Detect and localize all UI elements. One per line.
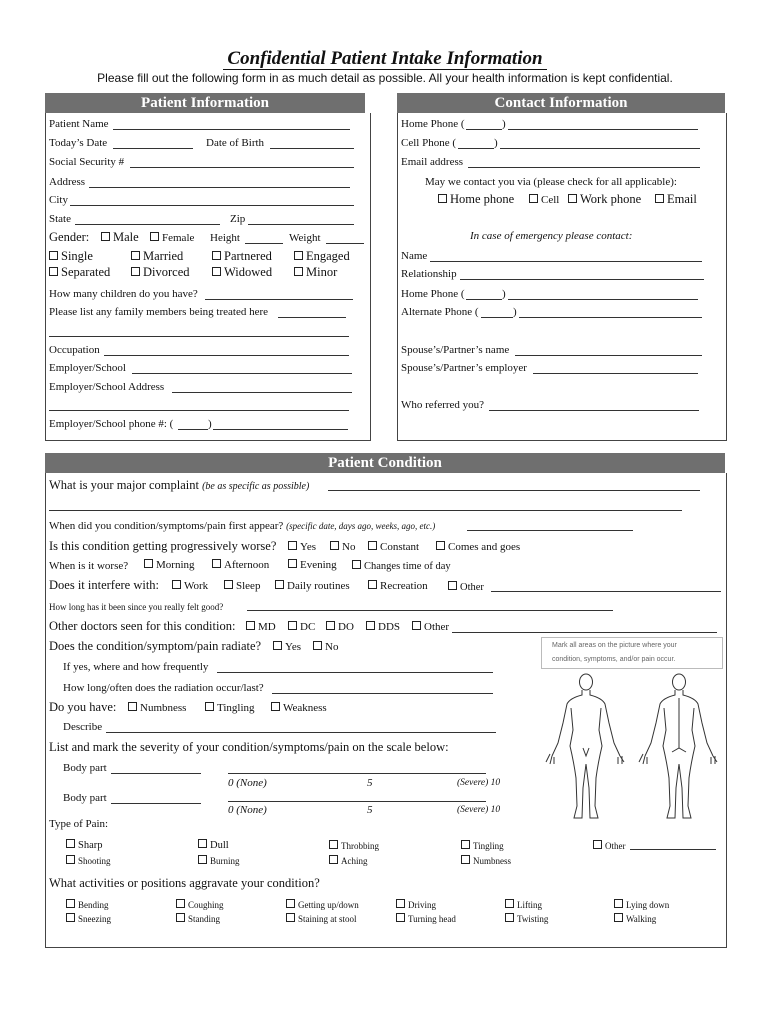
activity-lifting-option[interactable]: Lifting [505,899,542,912]
md-option[interactable]: MD [246,621,276,634]
email-label: Email address [401,156,464,168]
scale-2-none: 0 (None) [228,804,267,816]
cell-phone-field[interactable] [500,148,700,149]
scale-1-none: 0 (None) [228,777,267,789]
relationship-label: Relationship [401,268,457,280]
activity-staining-option[interactable]: Staining at stool [286,913,357,926]
employer-field[interactable] [132,373,352,374]
scale-2-severe: (Severe) 10 [457,805,501,815]
md-checkbox[interactable] [246,621,255,630]
separated-option[interactable]: Separated [49,265,110,280]
body-back-figure [639,674,717,818]
activity-staining-checkbox[interactable] [286,913,295,922]
activity-lifting-checkbox[interactable] [505,899,514,908]
separated-checkbox[interactable] [49,267,58,276]
engaged-checkbox[interactable] [294,251,303,260]
zip-label: Zip [230,213,246,225]
divorced-option[interactable]: Divorced [131,265,190,280]
employer-address-field[interactable] [172,392,352,393]
pain-dull-checkbox[interactable] [198,839,207,848]
form-title: Confidential Patient Intake Information [0,48,770,70]
major-complaint-field[interactable] [328,490,700,491]
contact-cell-checkbox[interactable] [529,194,538,203]
interfere-label: Does it interfere with: [49,578,160,592]
employer-address-label: Employer/School Address [49,381,165,393]
numbness-option[interactable]: Numbness [128,702,186,715]
progressive-no-option[interactable]: No [330,541,355,554]
employer-phone-label: Employer/School phone #: ( [49,418,174,430]
radiate-label: Does the condition/symptom/pain radiate? [49,639,262,653]
married-checkbox[interactable] [131,251,140,260]
tingling-checkbox[interactable] [205,702,214,711]
city-field[interactable] [70,205,354,206]
ssn-field[interactable] [130,167,354,168]
if-yes-label: If yes, where and how frequently [63,661,209,673]
evening-checkbox[interactable] [288,559,297,568]
widowed-checkbox[interactable] [212,267,221,276]
city-label: City [49,194,68,206]
pain-tingling-checkbox[interactable] [461,840,470,849]
sleep-option[interactable]: Sleep [224,580,260,593]
spouse-name-label: Spouse’s/Partner’s name [401,344,510,356]
alt-phone-close: ) [513,306,517,318]
pain-other-checkbox[interactable] [593,840,602,849]
activity-standing-checkbox[interactable] [176,913,185,922]
emergency-home-phone-area[interactable] [466,299,502,300]
activity-bending-option[interactable]: Bending [66,899,109,912]
patient-name-field[interactable] [113,129,350,130]
spouse-employer-field[interactable] [533,373,698,374]
pain-other-option[interactable]: Other [593,840,626,853]
home-phone-field[interactable] [508,129,698,130]
activity-standing-option[interactable]: Standing [176,913,220,926]
major-complaint-label: What is your major complaint (be as specific as possible) [49,478,310,492]
partnered-checkbox[interactable] [212,251,221,260]
comes-goes-option[interactable]: Comes and goes [436,541,520,554]
emergency-name-label: Name [401,250,428,262]
address-field[interactable] [89,187,350,188]
emergency-name-field[interactable] [430,261,702,262]
pain-shooting-checkbox[interactable] [66,855,75,864]
alt-phone-field[interactable] [519,317,702,318]
pain-aching-checkbox[interactable] [329,855,338,864]
occupation-label: Occupation [49,344,100,356]
partnered-option[interactable]: Partnered [212,249,272,264]
changes-time-option[interactable]: Changes time of day [352,560,451,573]
activity-turning-head-option[interactable]: Turning head [396,913,456,926]
pain-shooting-option[interactable]: Shooting [66,855,111,868]
when-appear-label: When did you condition/symptoms/pain first appear? (specific date, days ago, weeks, ago, etc.) [49,520,436,532]
activity-lying-down-option[interactable]: Lying down [614,899,669,912]
severity-scale-2[interactable] [228,801,486,802]
contact-email-checkbox[interactable] [655,194,664,203]
condition-header: Patient Condition [45,453,725,473]
doctor-other-field[interactable] [452,632,717,633]
pain-dull-option[interactable]: Dull [198,839,229,852]
todays-date-field[interactable] [113,148,193,149]
dob-label: Date of Birth [206,137,265,149]
body-part-1-field[interactable] [111,773,201,774]
weakness-checkbox[interactable] [271,702,280,711]
how-long-label: How long has it been since you really felt good? [49,602,224,612]
widowed-option[interactable]: Widowed [212,265,272,280]
body-part-2-field[interactable] [111,803,201,804]
progressive-yes-checkbox[interactable] [288,541,297,550]
pain-numbness-checkbox[interactable] [461,855,470,864]
engaged-option[interactable]: Engaged [294,249,350,264]
pain-numbness-option[interactable]: Numbness [461,855,511,868]
constant-option[interactable]: Constant [368,541,419,554]
scale-1-mid: 5 [367,777,373,789]
aggravate-label: What activities or positions aggravate your condition? [49,876,320,890]
todays-date-label: Today’s Date [49,137,108,149]
contact-work-checkbox[interactable] [568,194,577,203]
single-option[interactable]: Single [49,249,93,264]
female-option[interactable]: Female [150,232,194,245]
contact-cell-option[interactable]: Cell [529,194,559,207]
severity-scale-1[interactable] [228,773,486,774]
radiate-yes-option[interactable]: Yes [273,641,301,654]
children-label: How many children do you have? [49,288,198,300]
body-front-figure [546,674,624,818]
pain-burning-checkbox[interactable] [198,855,207,864]
children-field[interactable] [205,299,353,300]
relationship-field[interactable] [460,279,704,280]
describe-field[interactable] [106,732,496,733]
recreation-option[interactable]: Recreation [368,580,428,593]
gender-label: Gender: [49,230,90,244]
do-option[interactable]: DO [326,621,354,634]
pain-sharp-option[interactable]: Sharp [66,839,103,852]
body-part-1-label: Body part [63,762,107,774]
progressive-label: Is this condition getting progressively worse? [49,539,277,553]
changes-time-checkbox[interactable] [352,560,361,569]
height-field[interactable] [245,243,283,244]
when-appear-field[interactable] [467,530,633,531]
address-label: Address [49,176,86,188]
recreation-checkbox[interactable] [368,580,377,589]
radiate-yes-checkbox[interactable] [273,641,282,650]
female-checkbox[interactable] [150,232,159,241]
if-yes-field[interactable] [217,672,493,673]
emergency-home-phone-label: Home Phone ( [401,288,465,300]
cell-phone-close: ) [494,137,498,149]
ssn-label: Social Security # [49,156,125,168]
do-checkbox[interactable] [326,621,335,630]
alt-phone-label: Alternate Phone ( [401,306,479,318]
activity-sneezing-checkbox[interactable] [66,913,75,922]
morning-checkbox[interactable] [144,559,153,568]
describe-label: Describe [63,721,103,733]
major-complaint-field-line2[interactable] [49,510,682,511]
evening-option[interactable]: Evening [288,559,337,572]
work-checkbox[interactable] [172,580,181,589]
activity-lying-down-checkbox[interactable] [614,899,623,908]
family-field-line2[interactable] [49,336,349,337]
home-phone-label: Home Phone ( [401,118,465,130]
male-checkbox[interactable] [101,232,110,241]
how-long-field[interactable] [247,610,613,611]
interfere-other-checkbox[interactable] [448,581,457,590]
male-option[interactable]: Male [101,230,139,245]
weight-field[interactable] [326,243,364,244]
state-field[interactable] [75,224,220,225]
activity-twisting-checkbox[interactable] [505,913,514,922]
single-checkbox[interactable] [49,251,58,260]
referred-field[interactable] [489,410,699,411]
sleep-checkbox[interactable] [224,580,233,589]
numbness-checkbox[interactable] [128,702,137,711]
married-option[interactable]: Married [131,249,183,264]
interfere-other-option[interactable]: Other [448,581,484,594]
body-chart-note-2: condition, symptoms, and/or pain occur. [552,656,676,663]
home-phone-close: ) [502,118,506,130]
contact-info-header: Contact Information [397,93,725,113]
activity-walking-checkbox[interactable] [614,913,623,922]
dds-option[interactable]: DDS [366,621,400,634]
comes-goes-checkbox[interactable] [436,541,445,550]
dc-checkbox[interactable] [288,621,297,630]
scale-1-severe: (Severe) 10 [457,778,501,788]
activity-twisting-option[interactable]: Twisting [505,913,548,926]
activity-getting-up-checkbox[interactable] [286,899,295,908]
tingling-option[interactable]: Tingling [205,702,255,715]
form-subtitle: Please fill out the following form in as much detail as possible. All your health information is kept confidential. [97,71,673,85]
email-field[interactable] [468,167,700,168]
morning-option[interactable]: Morning [144,559,195,572]
minor-option[interactable]: Minor [294,265,337,280]
activity-coughing-option[interactable]: Coughing [176,899,224,912]
activity-driving-checkbox[interactable] [396,899,405,908]
emergency-home-phone-field[interactable] [508,299,698,300]
afternoon-option[interactable]: Afternoon [212,559,269,572]
patient-info-header: Patient Information [45,93,365,113]
height-label: Height [210,232,240,244]
pain-throbbing-option[interactable]: Throbbing [329,840,379,853]
spouse-name-field[interactable] [515,355,702,356]
referred-label: Who referred you? [401,399,485,411]
doctor-other-option[interactable]: Other [412,621,449,634]
family-field[interactable] [278,317,346,318]
employer-phone-field[interactable] [213,429,348,430]
other-doctors-label: Other doctors seen for this condition: [49,619,236,633]
daily-routines-option[interactable]: Daily routines [275,580,350,593]
activity-driving-option[interactable]: Driving [396,899,436,912]
cell-phone-area[interactable] [458,148,494,149]
radiate-no-option[interactable]: No [313,641,338,654]
pain-sharp-checkbox[interactable] [66,839,75,848]
dds-checkbox[interactable] [366,621,375,630]
body-chart-note-1: Mark all areas on the picture where your [552,642,677,649]
home-phone-area[interactable] [466,129,502,130]
zip-field[interactable] [248,224,354,225]
interfere-other-field[interactable] [491,591,721,592]
body-diagram[interactable] [540,668,725,828]
type-pain-label: Type of Pain: [49,818,109,830]
list-mark-label: List and mark the severity of your condition/symptoms/pain on the scale below: [49,740,449,754]
how-long-radiation-label: How long/often does the radiation occur/last? [63,682,264,694]
activity-getting-up-option[interactable]: Getting up/down [286,899,359,912]
occupation-field[interactable] [104,355,349,356]
pain-tingling-option[interactable]: Tingling [461,840,504,853]
pain-aching-option[interactable]: Aching [329,855,368,868]
dc-option[interactable]: DC [288,621,315,634]
scale-2-mid: 5 [367,804,373,816]
divorced-checkbox[interactable] [131,267,140,276]
contact-work-option[interactable]: Work phone [568,192,641,207]
contact-home-checkbox[interactable] [438,194,447,203]
activity-turning-head-checkbox[interactable] [396,913,405,922]
emergency-label: In case of emergency please contact: [470,230,633,242]
family-label: Please list any family members being treated here [49,306,269,318]
daily-routines-checkbox[interactable] [275,580,284,589]
pain-throbbing-checkbox[interactable] [329,840,338,849]
patient-name-label: Patient Name [49,118,109,130]
activity-walking-option[interactable]: Walking [614,913,656,926]
body-part-2-label: Body part [63,792,107,804]
spouse-employer-label: Spouse’s/Partner’s employer [401,362,527,374]
pain-other-field[interactable] [630,849,716,850]
alt-phone-area[interactable] [481,317,513,318]
activity-bending-checkbox[interactable] [66,899,75,908]
when-worse-label: When is it worse? [49,560,129,572]
minor-checkbox[interactable] [294,267,303,276]
activity-coughing-checkbox[interactable] [176,899,185,908]
contact-home-option[interactable]: Home phone [438,192,514,207]
employer-label: Employer/School [49,362,126,374]
cell-phone-label: Cell Phone ( [401,137,456,149]
how-long-radiation-field[interactable] [272,693,493,694]
may-contact-label: May we contact you via (please check for all applicable): [425,176,677,188]
employer-phone-area[interactable] [178,429,208,430]
progressive-yes-option[interactable]: Yes [288,541,316,554]
progressive-no-checkbox[interactable] [330,541,339,550]
employer-phone-close: ) [208,418,212,430]
radiate-no-checkbox[interactable] [313,641,322,650]
emergency-home-phone-close: ) [502,288,506,300]
constant-checkbox[interactable] [368,541,377,550]
dob-field[interactable] [270,148,354,149]
activity-sneezing-option[interactable]: Sneezing [66,913,111,926]
pain-burning-option[interactable]: Burning [198,855,240,868]
do-you-have-label: Do you have: [49,700,117,714]
weakness-option[interactable]: Weakness [271,702,327,715]
work-option[interactable]: Work [172,580,208,593]
doctor-other-checkbox[interactable] [412,621,421,630]
afternoon-checkbox[interactable] [212,559,221,568]
weight-label: Weight [289,232,321,244]
contact-email-option[interactable]: Email [655,192,697,207]
employer-address-field-line2[interactable] [49,410,349,411]
state-label: State [49,213,71,225]
